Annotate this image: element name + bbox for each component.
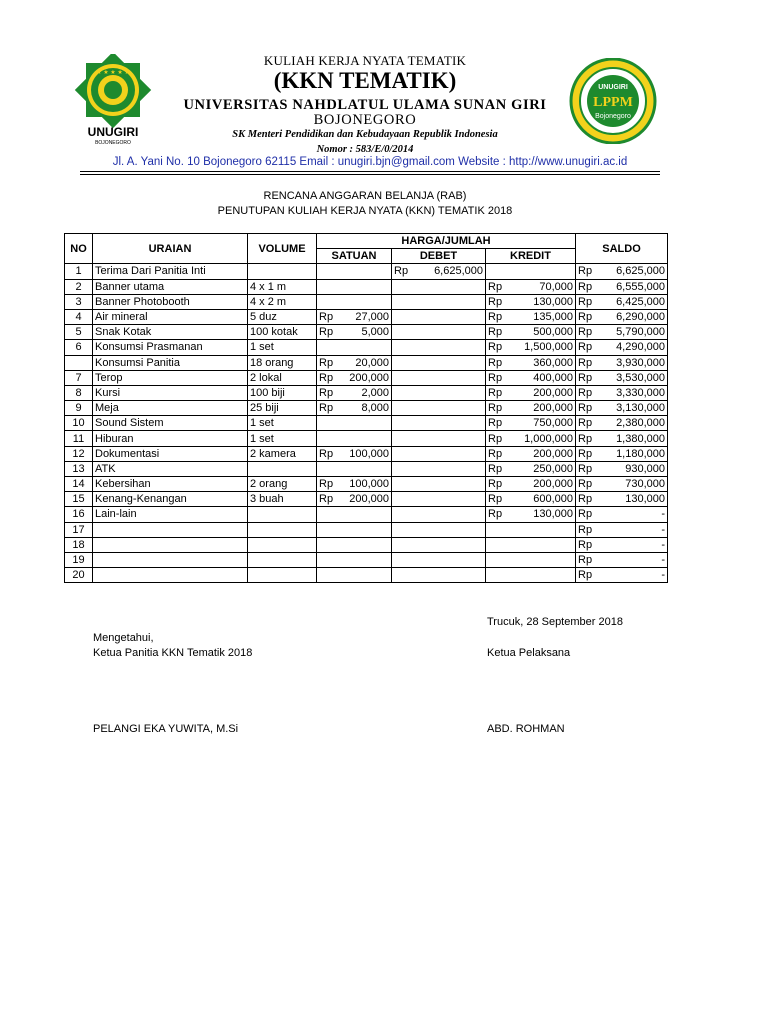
cell-debet <box>392 385 486 400</box>
cell-kredit <box>486 416 576 431</box>
cell-kredit <box>486 477 576 492</box>
cell-uraian: Banner utama <box>93 279 248 294</box>
table-row <box>65 294 668 309</box>
header-line-2: (KKN TEMATIK) <box>273 68 457 93</box>
table-row <box>65 370 668 385</box>
amount-value: 6,290,000 <box>616 311 665 324</box>
left-role: Ketua Panitia KKN Tematik 2018 <box>93 647 253 659</box>
table-row <box>65 309 668 324</box>
table-row <box>65 522 668 537</box>
header-divider-thin <box>80 174 660 175</box>
col-header-harga: HARGA/JUMLAH <box>317 234 576 249</box>
table-row <box>65 552 668 567</box>
cell-satuan <box>317 522 392 537</box>
cell-debet <box>392 477 486 492</box>
col-header-volume: VOLUME <box>248 234 317 264</box>
header-divider <box>80 171 660 172</box>
cell-debet <box>392 507 486 522</box>
amount-value: 2,380,000 <box>616 417 665 430</box>
cell-uraian: Terima Dari Panitia Inti <box>93 264 248 279</box>
cell-kredit <box>486 431 576 446</box>
currency-label: Rp <box>488 326 503 339</box>
currency-label: Rp <box>578 478 593 491</box>
currency-label: Rp <box>488 417 503 430</box>
table-row <box>65 568 668 583</box>
cell-saldo <box>576 477 668 492</box>
cell-satuan <box>317 401 392 416</box>
amount-value: 3,930,000 <box>616 356 665 369</box>
cell-volume <box>248 461 317 476</box>
cell-kredit <box>486 537 576 552</box>
cell-saldo <box>576 309 668 324</box>
cell-uraian <box>93 537 248 552</box>
table-row <box>65 507 668 522</box>
cell-saldo <box>576 264 668 279</box>
currency-label: Rp <box>578 447 593 460</box>
amount-value: 100,000 <box>349 478 389 491</box>
cell-satuan <box>317 477 392 492</box>
cell-satuan <box>317 446 392 461</box>
cell-satuan <box>317 431 392 446</box>
cell-uraian: Konsumsi Panitia <box>93 355 248 370</box>
cell-no: 6 <box>65 340 93 355</box>
cell-no: 12 <box>65 446 93 461</box>
amount-value: 750,000 <box>533 417 573 430</box>
cell-debet <box>392 522 486 537</box>
currency-label: Rp <box>578 554 593 567</box>
currency-label: Rp <box>319 478 334 491</box>
currency-label: Rp <box>488 341 503 354</box>
cell-volume: 100 kotak <box>248 325 317 340</box>
cell-no <box>65 355 93 370</box>
cell-debet <box>392 340 486 355</box>
col-header-uraian: URAIAN <box>93 234 248 264</box>
cell-uraian <box>93 552 248 567</box>
cell-debet <box>392 537 486 552</box>
amount-value: 3,330,000 <box>616 386 665 399</box>
cell-no: 2 <box>65 279 93 294</box>
currency-label: Rp <box>319 326 334 339</box>
cell-debet <box>392 370 486 385</box>
amount-value: - <box>661 569 665 582</box>
amount-value: 400,000 <box>533 371 573 384</box>
amount-value: - <box>661 538 665 551</box>
amount-value: 130,000 <box>533 295 573 308</box>
currency-label: Rp <box>319 402 334 415</box>
header-line-1: KULIAH KERJA NYATA TEMATIK <box>263 53 467 68</box>
cell-no: 13 <box>65 461 93 476</box>
cell-uraian: Kenang-Kenangan <box>93 492 248 507</box>
amount-value: 2,000 <box>361 386 389 399</box>
cell-satuan <box>317 294 392 309</box>
cell-debet <box>392 355 486 370</box>
cell-saldo <box>576 401 668 416</box>
cell-kredit <box>486 370 576 385</box>
cell-saldo <box>576 325 668 340</box>
cell-volume <box>248 507 317 522</box>
cell-no: 14 <box>65 477 93 492</box>
currency-label: Rp <box>578 341 593 354</box>
cell-uraian: Snak Kotak <box>93 325 248 340</box>
amount-value: 6,555,000 <box>616 280 665 293</box>
cell-volume: 18 orang <box>248 355 317 370</box>
table-row <box>65 325 668 340</box>
cell-satuan <box>317 355 392 370</box>
cell-volume: 1 set <box>248 340 317 355</box>
cell-volume <box>248 552 317 567</box>
cell-saldo <box>576 492 668 507</box>
amount-value: 600,000 <box>533 493 573 506</box>
cell-volume <box>248 522 317 537</box>
currency-label: Rp <box>488 508 503 521</box>
cell-uraian: Dokumentasi <box>93 446 248 461</box>
cell-uraian: Banner Photobooth <box>93 294 248 309</box>
svg-text:★ ★ ★ ★ ★: ★ ★ ★ ★ ★ <box>96 70 130 76</box>
amount-value: 200,000 <box>533 447 573 460</box>
currency-label: Rp <box>578 538 593 551</box>
cell-saldo <box>576 279 668 294</box>
cell-kredit <box>486 492 576 507</box>
amount-value: 200,000 <box>533 478 573 491</box>
cell-saldo <box>576 370 668 385</box>
cell-saldo <box>576 507 668 522</box>
cell-debet <box>392 492 486 507</box>
cell-volume <box>248 568 317 583</box>
cell-uraian: Kursi <box>93 385 248 400</box>
cell-uraian: Air mineral <box>93 309 248 324</box>
currency-label: Rp <box>488 493 503 506</box>
cell-kredit <box>486 507 576 522</box>
currency-label: Rp <box>488 295 503 308</box>
cell-saldo <box>576 537 668 552</box>
cell-debet <box>392 568 486 583</box>
amount-value: - <box>661 554 665 567</box>
amount-value: 5,790,000 <box>616 326 665 339</box>
cell-satuan <box>317 461 392 476</box>
cell-no: 16 <box>65 507 93 522</box>
logo-right-top: UNUGIRI <box>598 84 628 91</box>
cell-satuan <box>317 370 392 385</box>
amount-value: 250,000 <box>533 462 573 475</box>
cell-debet <box>392 279 486 294</box>
cell-uraian <box>93 522 248 537</box>
cell-uraian <box>93 568 248 583</box>
cell-kredit <box>486 401 576 416</box>
cell-kredit <box>486 325 576 340</box>
currency-label: Rp <box>319 447 334 460</box>
amount-value: 6,425,000 <box>616 295 665 308</box>
cell-satuan <box>317 279 392 294</box>
amount-value: 360,000 <box>533 356 573 369</box>
amount-value: 135,000 <box>533 311 573 324</box>
cell-debet <box>392 309 486 324</box>
cell-volume: 3 buah <box>248 492 317 507</box>
cell-kredit <box>486 279 576 294</box>
header-city: BOJONEGORO <box>313 112 417 128</box>
cell-saldo <box>576 568 668 583</box>
currency-label: Rp <box>578 371 593 384</box>
amount-value: 730,000 <box>625 478 665 491</box>
table-row <box>65 461 668 476</box>
right-role: Ketua Pelaksana <box>487 647 571 659</box>
table-row <box>65 401 668 416</box>
cell-satuan <box>317 537 392 552</box>
cell-volume: 2 lokal <box>248 370 317 385</box>
amount-value: 1,000,000 <box>524 432 573 445</box>
currency-label: Rp <box>488 478 503 491</box>
currency-label: Rp <box>319 371 334 384</box>
table-row <box>65 431 668 446</box>
header-university: UNIVERSITAS NAHDLATUL ULAMA SUNAN GIRI <box>183 97 547 113</box>
cell-satuan <box>317 507 392 522</box>
right-signatory-name: ABD. ROHMAN <box>487 723 565 735</box>
amount-value: 930,000 <box>625 462 665 475</box>
table-row <box>65 492 668 507</box>
cell-debet <box>392 461 486 476</box>
amount-value: 200,000 <box>533 386 573 399</box>
cell-satuan <box>317 552 392 567</box>
cell-volume: 5 duz <box>248 309 317 324</box>
amount-value: 20,000 <box>355 356 389 369</box>
currency-label: Rp <box>578 402 593 415</box>
cell-no: 9 <box>65 401 93 416</box>
currency-label: Rp <box>319 493 334 506</box>
currency-label: Rp <box>578 280 593 293</box>
currency-label: Rp <box>578 462 593 475</box>
cell-volume <box>248 264 317 279</box>
amount-value: - <box>661 508 665 521</box>
acknowledged-label: Mengetahui, <box>93 632 154 644</box>
cell-debet <box>392 264 486 279</box>
cell-saldo <box>576 461 668 476</box>
cell-satuan <box>317 325 392 340</box>
header-number: Nomor : 583/E/0/2014 <box>316 144 414 155</box>
cell-debet <box>392 431 486 446</box>
cell-volume <box>248 537 317 552</box>
lppm-logo <box>556 58 670 144</box>
table-row <box>65 416 668 431</box>
col-header-kredit: KREDIT <box>486 249 576 264</box>
currency-label: Rp <box>578 311 593 324</box>
amount-value: 70,000 <box>539 280 573 293</box>
header-decree: SK Menteri Pendidikan dan Kebudayaan Republik Indonesia <box>232 129 498 140</box>
currency-label: Rp <box>578 493 593 506</box>
logo-left-sub: BOJONEGORO <box>95 140 131 146</box>
cell-kredit <box>486 340 576 355</box>
cell-no: 15 <box>65 492 93 507</box>
cell-volume: 4 x 2 m <box>248 294 317 309</box>
cell-no: 17 <box>65 522 93 537</box>
cell-no: 7 <box>65 370 93 385</box>
cell-no: 5 <box>65 325 93 340</box>
left-signatory-name: PELANGI EKA YUWITA, M.Si <box>93 723 239 735</box>
currency-label: Rp <box>578 356 593 369</box>
cell-satuan <box>317 264 392 279</box>
amount-value: 130,000 <box>625 493 665 506</box>
currency-label: Rp <box>488 311 503 324</box>
cell-no: 18 <box>65 537 93 552</box>
currency-label: Rp <box>578 508 593 521</box>
col-header-no: NO <box>65 234 93 264</box>
amount-value: 200,000 <box>349 371 389 384</box>
cell-saldo <box>576 552 668 567</box>
cell-saldo <box>576 355 668 370</box>
col-header-debet: DEBET <box>392 249 486 264</box>
currency-label: Rp <box>578 265 593 278</box>
cell-volume: 1 set <box>248 431 317 446</box>
currency-label: Rp <box>488 371 503 384</box>
amount-value: 6,625,000 <box>616 265 665 278</box>
cell-kredit <box>486 294 576 309</box>
table-row <box>65 355 668 370</box>
logo-left-text: UNUGIRI <box>87 125 139 139</box>
budget-table <box>64 233 668 583</box>
cell-saldo <box>576 431 668 446</box>
cell-no: 20 <box>65 568 93 583</box>
currency-label: Rp <box>488 447 503 460</box>
currency-label: Rp <box>578 326 593 339</box>
table-row <box>65 264 668 279</box>
cell-saldo <box>576 294 668 309</box>
cell-kredit <box>486 461 576 476</box>
cell-volume: 100 biji <box>248 385 317 400</box>
table-row <box>65 477 668 492</box>
cell-volume: 2 kamera <box>248 446 317 461</box>
amount-value: 1,380,000 <box>616 432 665 445</box>
cell-kredit <box>486 522 576 537</box>
amount-value: 1,180,000 <box>616 447 665 460</box>
cell-uraian: ATK <box>93 461 248 476</box>
cell-saldo <box>576 385 668 400</box>
cell-satuan <box>317 309 392 324</box>
currency-label: Rp <box>488 280 503 293</box>
cell-volume: 2 orang <box>248 477 317 492</box>
cell-kredit <box>486 385 576 400</box>
cell-debet <box>392 325 486 340</box>
currency-label: Rp <box>578 432 593 445</box>
currency-label: Rp <box>319 356 334 369</box>
cell-volume: 1 set <box>248 416 317 431</box>
table-row <box>65 537 668 552</box>
table-row <box>65 279 668 294</box>
currency-label: Rp <box>578 295 593 308</box>
cell-uraian: Sound Sistem <box>93 416 248 431</box>
currency-label: Rp <box>578 386 593 399</box>
cell-debet <box>392 294 486 309</box>
col-header-saldo: SALDO <box>576 234 668 264</box>
currency-label: Rp <box>578 417 593 430</box>
cell-uraian: Meja <box>93 401 248 416</box>
currency-label: Rp <box>488 386 503 399</box>
cell-satuan <box>317 416 392 431</box>
currency-label: Rp <box>578 569 593 582</box>
table-row <box>65 340 668 355</box>
amount-value: 130,000 <box>533 508 573 521</box>
cell-no: 3 <box>65 294 93 309</box>
currency-label: Rp <box>488 356 503 369</box>
cell-no: 11 <box>65 431 93 446</box>
cell-satuan <box>317 340 392 355</box>
cell-saldo <box>576 340 668 355</box>
cell-volume: 4 x 1 m <box>248 279 317 294</box>
cell-saldo <box>576 522 668 537</box>
currency-label: Rp <box>488 432 503 445</box>
cell-uraian: Konsumsi Prasmanan <box>93 340 248 355</box>
amount-value: 200,000 <box>349 493 389 506</box>
cell-uraian: Lain-lain <box>93 507 248 522</box>
logo-right-bottom: Bojonegoro <box>595 113 631 120</box>
cell-kredit <box>486 568 576 583</box>
cell-kredit <box>486 446 576 461</box>
place-date: Trucuk, 28 September 2018 <box>487 616 623 628</box>
cell-uraian: Hiburan <box>93 431 248 446</box>
currency-label: Rp <box>319 311 334 324</box>
amount-value: 4,290,000 <box>616 341 665 354</box>
document-subtitle: PENUTUPAN KULIAH KERJA NYATA (KKN) TEMATIK 2018 <box>217 205 513 217</box>
amount-value: 6,625,000 <box>434 265 483 278</box>
cell-uraian: Kebersihan <box>93 477 248 492</box>
cell-kredit <box>486 355 576 370</box>
amount-value: 8,000 <box>361 402 389 415</box>
amount-value: 200,000 <box>533 402 573 415</box>
cell-debet <box>392 446 486 461</box>
cell-kredit <box>486 264 576 279</box>
col-header-satuan: SATUAN <box>317 249 392 264</box>
cell-debet <box>392 552 486 567</box>
currency-label: Rp <box>488 402 503 415</box>
table-row <box>65 385 668 400</box>
cell-volume: 25 biji <box>248 401 317 416</box>
cell-saldo <box>576 416 668 431</box>
cell-no: 4 <box>65 309 93 324</box>
document-title: RENCANA ANGGARAN BELANJA (RAB) <box>263 190 467 202</box>
unugiri-logo <box>70 54 156 146</box>
cell-kredit <box>486 552 576 567</box>
currency-label: Rp <box>578 523 593 536</box>
cell-satuan <box>317 385 392 400</box>
currency-label: Rp <box>319 386 334 399</box>
amount-value: 3,530,000 <box>616 371 665 384</box>
cell-uraian: Terop <box>93 370 248 385</box>
cell-debet <box>392 401 486 416</box>
amount-value: 5,000 <box>361 326 389 339</box>
table-row <box>65 446 668 461</box>
header-address: Jl. A. Yani No. 10 Bojonegoro 62115 Email : unugiri.bjn@gmail.com Website : http://www.unugiri.ac.id <box>112 156 628 168</box>
amount-value: 100,000 <box>349 447 389 460</box>
amount-value: 3,130,000 <box>616 402 665 415</box>
cell-no: 1 <box>65 264 93 279</box>
cell-saldo <box>576 446 668 461</box>
logo-right-mid: LPPM <box>593 95 633 110</box>
currency-label: Rp <box>488 462 503 475</box>
cell-kredit <box>486 309 576 324</box>
amount-value: - <box>661 523 665 536</box>
currency-label: Rp <box>394 265 409 278</box>
cell-no: 10 <box>65 416 93 431</box>
amount-value: 27,000 <box>355 311 389 324</box>
cell-satuan <box>317 492 392 507</box>
cell-no: 8 <box>65 385 93 400</box>
cell-satuan <box>317 568 392 583</box>
amount-value: 500,000 <box>533 326 573 339</box>
cell-debet <box>392 416 486 431</box>
amount-value: 1,500,000 <box>524 341 573 354</box>
cell-no: 19 <box>65 552 93 567</box>
